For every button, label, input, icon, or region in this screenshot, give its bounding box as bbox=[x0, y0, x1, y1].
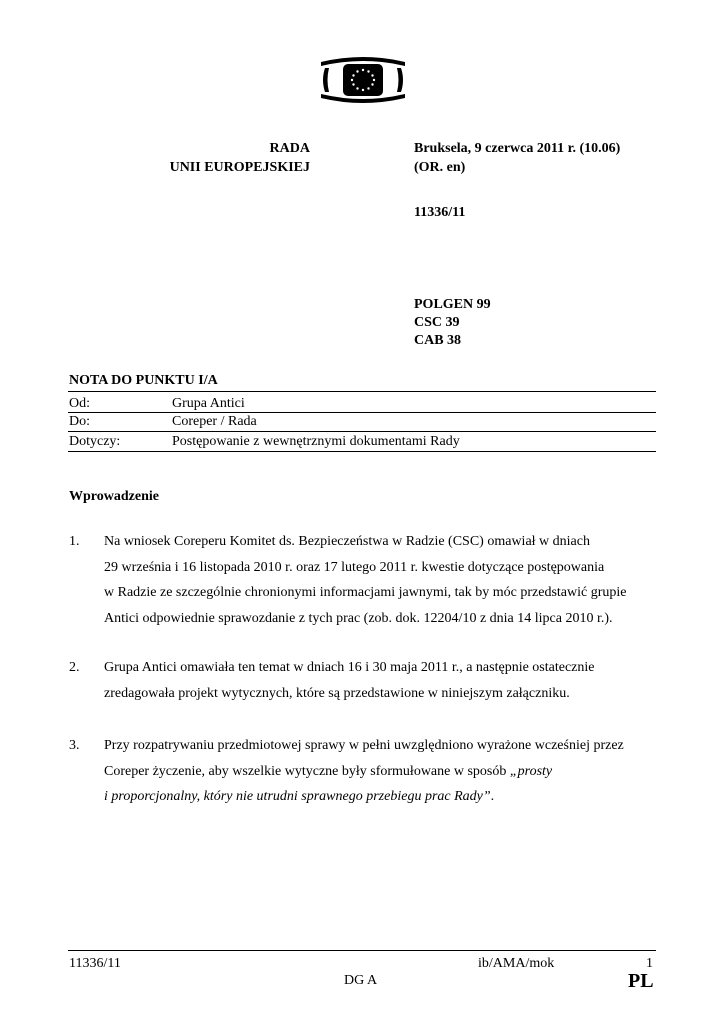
code-cab: CAB 38 bbox=[414, 333, 462, 348]
section-title: Wprowadzenie bbox=[69, 489, 159, 504]
footer-dg: DG A bbox=[344, 973, 378, 988]
code-csc: CSC 39 bbox=[414, 315, 460, 330]
divider bbox=[68, 431, 656, 432]
paragraph-1 bbox=[104, 529, 664, 631]
paragraph-line: Grupa Antici omawiała ten temat w dniach 16 i 30 maja 2011 r., a następnie ostatecznie bbox=[104, 660, 595, 675]
quoted-text: „prosty bbox=[509, 763, 553, 779]
subject-label: Dotyczy: bbox=[69, 434, 121, 449]
place-date: Bruksela, 9 czerwca 2011 r. (10.06) bbox=[414, 141, 621, 156]
paragraph-2 bbox=[104, 655, 664, 706]
footer-page-number: 1 bbox=[646, 956, 653, 971]
paragraph-text: Coreper życzenie, aby wszelkie wytyczne były sformułowane w sposób bbox=[104, 763, 510, 779]
paragraph-number: 2. bbox=[69, 660, 80, 675]
original-language: (OR. en) bbox=[414, 160, 466, 175]
paragraph-number: 1. bbox=[69, 534, 80, 549]
council-name bbox=[120, 139, 310, 177]
to-label: Do: bbox=[69, 414, 90, 429]
paragraph-line: Antici odpowiednie sprawozdanie z tych prac (zob. dok. 12204/10 z dnia 14 lipca 2010 r.). bbox=[104, 610, 613, 626]
divider bbox=[68, 451, 656, 452]
note-title: NOTA DO PUNKTU I/A bbox=[69, 373, 218, 388]
footer-initials: ib/AMA/mok bbox=[478, 956, 555, 971]
from-label: Od: bbox=[69, 396, 90, 411]
to-value: Coreper / Rada bbox=[172, 414, 257, 429]
subject-value: Postępowanie z wewnętrznymi dokumentami Rady bbox=[172, 434, 460, 449]
divider bbox=[68, 391, 656, 392]
paragraph-line bbox=[104, 759, 664, 785]
council-line2: UNII EUROPEJSKIEJ bbox=[169, 160, 310, 175]
paragraph-line: 29 września i 16 listopada 2010 r. oraz 17 lutego 2011 r. kwestie dotyczące postępowania bbox=[104, 559, 605, 575]
paragraph-line: Na wniosek Coreperu Komitet ds. Bezpieczeństwa w Radzie (CSC) omawiał w dniach bbox=[104, 534, 590, 549]
date-block bbox=[414, 139, 620, 177]
footer-language: PL bbox=[628, 970, 654, 992]
paragraph-line: Przy rozpatrywaniu przedmiotowej sprawy w pełni uwzględniono wyrażone wcześniej przez bbox=[104, 738, 624, 753]
divider bbox=[68, 412, 656, 413]
eu-council-logo bbox=[319, 56, 407, 104]
footer-divider bbox=[68, 950, 656, 951]
footer-doc-number: 11336/11 bbox=[69, 956, 121, 971]
paragraph-line bbox=[104, 784, 664, 810]
code-polgen: POLGEN 99 bbox=[414, 297, 491, 312]
doc-number: 11336/11 bbox=[414, 205, 466, 220]
paragraph-line: w Radzie ze szczególnie chronionymi informacjami jawnymi, tak by móc przedstawić grupie bbox=[104, 585, 627, 600]
classification-codes bbox=[414, 296, 491, 350]
council-line1: RADA bbox=[269, 141, 310, 156]
paragraph-3 bbox=[104, 733, 664, 810]
quoted-text: i proporcjonalny, który nie utrudni sprawnego przebiegu prac Rady” bbox=[104, 789, 491, 804]
paragraph-text: . bbox=[490, 789, 495, 804]
paragraph-line: zredagowała projekt wytycznych, które są przedstawione w niniejszym załączniku. bbox=[104, 685, 570, 701]
from-value: Grupa Antici bbox=[172, 396, 245, 411]
paragraph-number: 3. bbox=[69, 738, 80, 753]
